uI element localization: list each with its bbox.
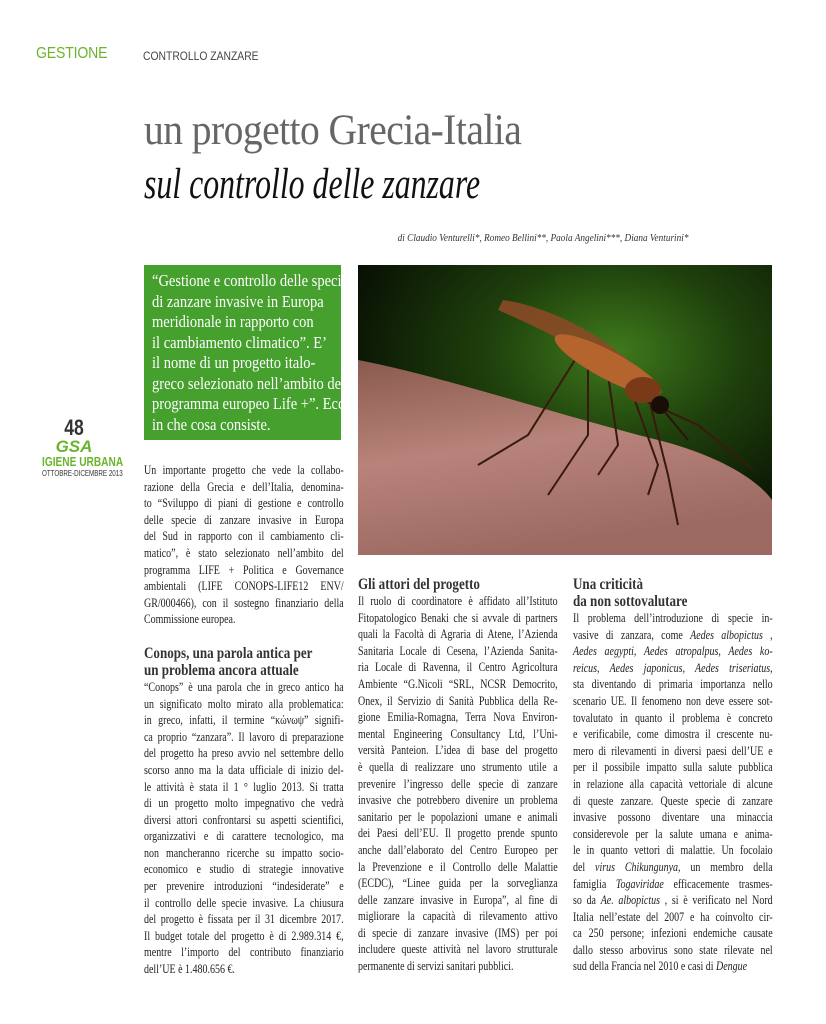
body-text-line: Il budget totale del progetto è di 2.989.314 €, [144,928,344,943]
body-text-line: mero di rilevamenti in diversi paesi dell’UE e [573,743,773,758]
body-text-line: razione della Grecia e dell’Italia, denomina- [144,479,344,494]
body-text-line: famiglia Togaviridae efficacemente trasmes- [573,876,773,891]
body-text-line: matico”, è stato selezionato nell’ambito del [144,545,344,560]
body-text-line: (ECDC), “Linee guida per la sorveglianza [358,876,558,891]
pull-quote-line: “Gestione e controllo delle specie [152,271,348,290]
body-text-line: gione Emilia-Romagna, Terra Nova Environ- [358,710,558,725]
body-text-line: per prevenire introduzioni “indesiderate” e [144,879,344,894]
body-text-line: Onex, il Servizio di Sanità Pubblica della Re- [358,693,558,708]
body-text-line: il controllo delle specie invasive. La chiusura [144,895,344,910]
body-text-line: reicus, Aedes japonicus, Aedes triseriatus, [573,660,773,675]
body-text-line: Il problema dell’introduzione di specie in- [573,611,773,625]
body-text-line: dell’UE è 1.480.656 €. [144,962,235,977]
page-number: 48 [64,415,84,440]
body-text-line: di queste zanzare. Queste specie di zanzare [573,793,773,808]
body-text-line: prevenire l’ingresso delle specie di zanzare [358,776,558,791]
body-text-line: del Sud in rapporto con il cambiamento cli- [144,529,344,544]
italic-term: Aedes aegypti, Aedes atropalpus, Aedes ko- [573,644,773,659]
body-text-line: economico e studio di strategie innovative [144,862,344,877]
rubric-label: CONTROLLO ZANZARE [143,51,259,63]
body-text-line: Ambiente “G.Nicoli “SRL, NCSR Democrito, [358,676,558,691]
section-heading: Una criticità [573,576,643,593]
body-text-line: delle specie di zanzare invasive in Europa [144,512,344,527]
section-heading: da non sottovalutare [573,593,688,610]
body-text-line: di specie di zanzare invasive (IMS) per poi [358,925,558,940]
body-text-line: del progetto è fissata per il 31 dicembre 2017. [144,912,344,927]
body-text-line: del virus Chikungunya, un membro della [573,859,773,874]
body-text-line: in relazione alla capacità vettoriale di alcune [573,776,773,791]
issue-date: OTTOBRE-DICEMBRE 2013 [42,469,123,478]
body-text-line: sud della Francia nel 2010 e casi di Dengue [573,959,748,974]
pull-quote-line: di zanzare invasive in Europa [152,291,324,311]
pull-quote-line: il nome di un progetto italo- [152,353,316,372]
body-text-line: Sanitaria Locale di Cesena, l’Azienda Sanita- [358,643,558,658]
body-text-line: mentre l’importo del contributo finanziario [144,945,344,960]
body-text-line: vasive di zanzara, come Aedes albopictus , [573,627,773,642]
italic-term: reicus, Aedes japonicus, Aedes triseriatus [573,660,771,675]
body-text-line: considerevole per la salute umana e anima- [573,826,773,841]
article-column-3 [573,576,773,975]
body-text-line: Commissione europea. [144,612,236,627]
mosquito-image [358,265,772,555]
body-text-line: migliorare la capacità di rilevamento attivo [358,909,558,924]
body-text-line: tovalutato in quanto il problema è concreto [573,710,773,725]
body-text-line [573,643,773,660]
body-text-line: la Prevenzione e il Controllo delle Malattie [358,859,558,874]
body-text-line: in greco, infatti, il termine “κώνωψ” signifi- [144,713,344,728]
body-text-line: quali la Facoltà di Agraria di Atene, l’Azienda [358,627,558,642]
body-text-line: del progetto ha preso avvio nel settembre dello [144,746,344,761]
body-text-line: ambientali (LIFE CONOPS-LIFE12 ENV/ [144,579,344,594]
section-heading: un problema ancora attuale [144,661,299,679]
body-text-line: versità Panteion. L’idea di base del progetto [358,743,558,758]
body-text-line: sanitario per le popolazioni umane e animali [358,809,558,824]
pull-quote-line: meridionale in rapporto con [152,312,314,331]
italic-term: Togaviridae [615,876,664,891]
body-text-line: permanente di servizi sanitari pubblici. [358,959,514,974]
pull-quote-line: in che cosa consiste. [152,414,271,434]
italic-term: Dengue [716,959,748,974]
body-text-line: delle zanzare invasive in Europa”, al fine di [358,892,558,907]
body-text-line: le in quanto vettori di malattie. Un focolaio [573,843,773,858]
section-heading: Conops, una parola antica per [144,644,313,662]
body-text-line: dei Paesi dell’EU. Il progetto prende spunto [358,826,558,841]
body-text-line: programma LIFE + Politica e Governance [144,562,344,577]
body-text-line: scorso anno ma la data ufficiale di inizio del- [144,762,344,777]
pull-quote-line: il cambiamento climatico”. E’ [152,332,327,352]
body-text-line: dallo stesso arbovirus sono state rilevate nel [573,942,773,957]
body-text-line: Italia nell’estate del 2007 e ha coinvolto cir- [573,909,773,924]
body-text-line: organizzativi e di carattere tecnologico, ma [144,829,344,844]
body-text-line: Un importante progetto che vede la collabo- [144,463,344,477]
body-text-line: non mancheranno ricerche su impatto socio- [144,845,344,860]
body-text-line: ca proprio “zanzara”. Il lavoro di preparazione [144,729,344,744]
body-text-line: è quella di realizzare uno strumento utile a [358,759,558,774]
magazine-name: IGIENE URBANA [42,454,124,469]
body-text-line: GR/000466), con il sostegno finanziario della [144,595,344,610]
body-text-line: di un progetto molto impegnativo che vedrà [144,796,344,811]
body-text-line: Fitopatologico Benaki che si avvale di partners [358,610,558,625]
body-text-line: to “Sviluppo di piani di gestione e controllo [144,496,344,511]
article-subtitle: sul controllo delle zanzare [144,161,481,208]
article-column-1 [144,462,344,978]
pull-quote-line: programma europeo Life +”. Ecco [152,394,352,413]
body-text-line: includere queste attività nel lavoro strutturale [358,942,558,957]
body-text-line: invasive che potrebbero divenire un problema [358,793,558,808]
folio [33,415,124,479]
section-heading: Gli attori del progetto [358,576,480,593]
body-text-line: diversi attori confrontarsi su aspetti scientifici, [144,812,344,827]
paragraph-gap [144,628,344,645]
body-text-line: invasive possono diventare una minaccia [573,810,773,825]
body-text-line: mental Engineering Consultancy Ltd, l’Uni- [358,726,558,741]
pull-quote-box [144,265,352,440]
body-text-line: “Conops” è una parola che in greco antico ha [144,679,344,694]
body-text-line: sta diventando di primaria importanza nello [573,677,773,692]
body-text-line: ca 250 persone; infezioni endemiche causate [573,926,773,941]
brand-logo: GSA [55,437,93,456]
italic-term: virus Chikungunya [595,859,679,874]
italic-term: Aedes albopictus [690,627,763,642]
byline: di Claudio Venturelli*, Romeo Bellini**, Paola Angelini***, Diana Venturini* [397,233,688,244]
pull-quote-line: greco selezionato nell’ambito del [152,373,346,393]
body-text-line: e verificabile, come dimostra il crescente nu- [573,727,773,742]
body-text-line: so da Ae. albopictus , si è verificato nel Nord [573,893,773,908]
body-text-line: per il possibile impatto sulla salute pubblica [573,760,773,775]
italic-term: Ae. albopictus [600,893,660,908]
article-column-2 [358,576,558,975]
mosquito-photo [358,265,772,555]
body-text-line: Il ruolo di coordinatore è affidato all’Istituto [358,594,558,608]
body-text-line: ria Locale di Ravenna, il Centro Agricoltura [358,660,558,675]
body-text-line: anche dall’elaborato del Centro Europeo per [358,842,558,857]
section-label: GESTIONE [36,45,108,62]
body-text-line: le attività è stata il 1 ° luglio 2013. Si tratta [144,779,344,794]
body-text-line: scenario UE. Il fenomeno non deve essere sot- [573,693,773,708]
article-title: un progetto Grecia-Italia [144,107,522,154]
body-text-line: un significato molto mirato alla problematica: [144,696,344,711]
